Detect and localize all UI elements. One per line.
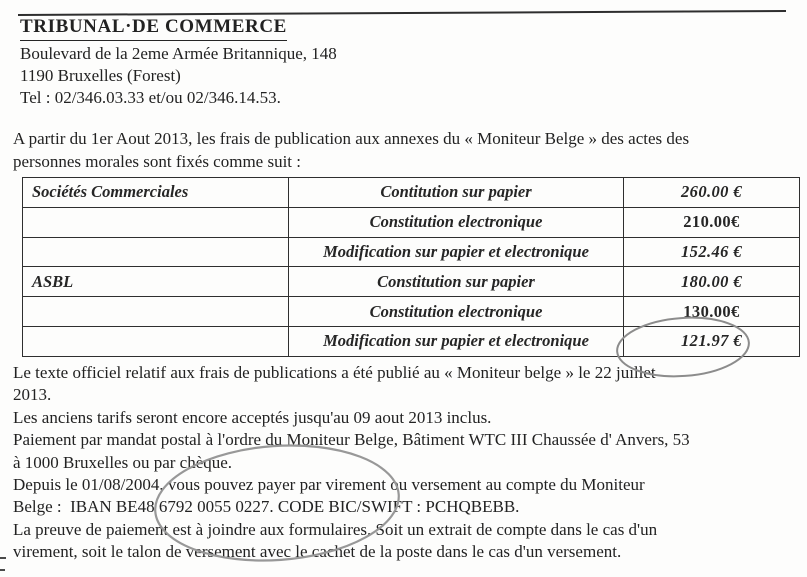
service-cell: Constitution electronique [289, 207, 624, 237]
table-row [23, 267, 800, 297]
body-paragraphs [13, 362, 690, 564]
category-cell: ASBL [23, 267, 289, 297]
scan-edge-mark [0, 557, 6, 559]
body-line: à 1000 Bruxelles ou par chèque. [13, 452, 233, 472]
body-line: Depuis le 01/08/2004, vous pouvez payer par virement ou versement au compte du Moniteur [13, 475, 645, 495]
body-line: La preuve de paiement est à joindre aux formulaires. Soit un extrait de compte dans le cas d'un [13, 519, 658, 539]
table-row [23, 326, 800, 356]
scan-edge-mark [0, 569, 5, 571]
service-cell: Contitution sur papier [289, 178, 624, 208]
category-cell: Sociétés Commerciales [23, 178, 289, 208]
header-address-line: Boulevard de la 2eme Armée Britannique, 148 [20, 44, 337, 63]
table-row [23, 178, 800, 208]
service-cell: Constitution electronique [289, 297, 624, 327]
body-line: Belge : IBAN BE48 6792 0055 0227. CODE BIC/SWIFT : PCHQBEBB. [13, 497, 520, 517]
header-phone-line: Tel : 02/346.03.33 et/ou 02/346.14.53. [20, 88, 281, 107]
body-line: Le texte officiel relatif aux frais de publications a été publié au « Moniteur belge » le 22 juillet [13, 363, 656, 382]
body-line: Paiement par mandat postal à l'ordre du Moniteur Belge, Bâtiment WTC III Chaussée d' Anvers, 53 [13, 430, 690, 450]
publication-fees-table [22, 177, 800, 357]
price-cell: 180.00 € [624, 267, 800, 297]
intro-line: personnes morales sont fixés comme suit : [13, 151, 302, 171]
category-cell [23, 326, 289, 356]
service-cell: Constitution sur papier [289, 267, 624, 297]
body-line: virement, soit le talon de versement avec le cachet de la poste dans le cas d'un versement. [13, 542, 622, 562]
price-cell: 130.00€ [624, 297, 800, 327]
table-row [23, 237, 800, 267]
category-cell [23, 207, 289, 237]
intro-line: A partir du 1er Aout 2013, les frais de publication aux annexes du « Moniteur Belge » des actes des [13, 129, 690, 148]
body-line: Les anciens tarifs seront encore acceptés jusqu'au 09 aout 2013 inclus. [13, 407, 492, 427]
table-row [23, 297, 800, 327]
table-row [23, 207, 800, 237]
price-cell: 152.46 € [624, 237, 800, 267]
service-cell: Modification sur papier et electronique [289, 237, 624, 267]
service-cell: Modification sur papier et electronique [289, 326, 624, 356]
intro-paragraph [13, 128, 689, 173]
category-cell [23, 237, 289, 267]
price-cell: 210.00€ [624, 207, 800, 237]
header-address-block [20, 43, 337, 109]
page-title: TRIBUNAL·DE COMMERCE [20, 16, 287, 41]
header-address-line: 1190 Bruxelles (Forest) [20, 66, 181, 85]
price-cell: 260.00 € [624, 178, 800, 208]
category-cell [23, 297, 289, 327]
circled-price-cell: 121.97 € [624, 326, 800, 356]
body-line: 2013. [13, 385, 52, 405]
